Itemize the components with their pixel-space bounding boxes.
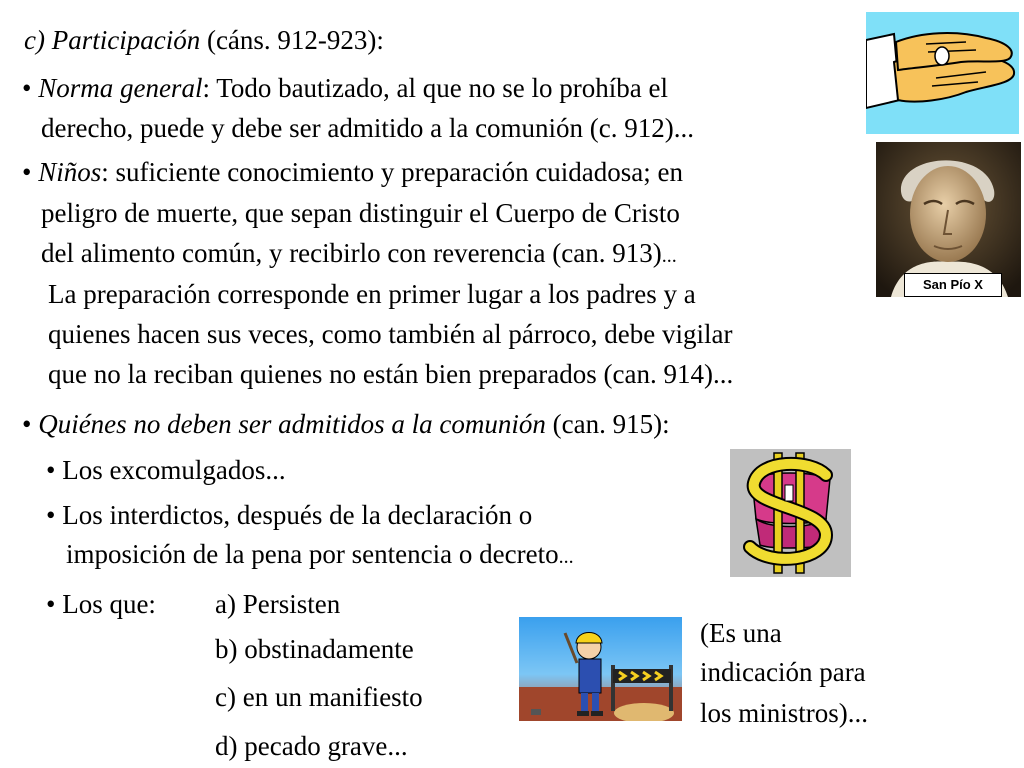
condition-b: b) obstinadamente [215, 634, 414, 664]
note-line3: los ministros)... [700, 698, 869, 728]
condition-d: d) pecado grave... [215, 731, 408, 761]
preparacion-line3: que no la reciban quienes no están bien preparados (can. 914)... [48, 359, 734, 389]
bullet-quienes: • Quiénes no deben ser admitidos a la comunión (can. 915): [22, 409, 670, 439]
note-line1: (Es una [700, 618, 782, 648]
interdictos-line2: imposición de la pena por sentencia o decreto... [66, 539, 574, 569]
norma-line2: derecho, puede y debe ser admitido a la comunión (c. 912)... [41, 113, 695, 143]
sub-bullet-interdictos: • Los interdictos, después de la declaración o [46, 500, 533, 530]
ninos-line2: peligro de muerte, que sepan distinguir el Cuerpo de Cristo [41, 198, 680, 228]
condition-c: c) en un manifiesto [215, 682, 423, 712]
portrait-san-pio-x [876, 142, 1021, 297]
preparacion-line1: La preparación corresponde en primer lugar a los padres y a [48, 279, 696, 309]
sub-bullet-los-que: • Los que: [46, 589, 156, 619]
ninos-line3: del alimento común, y recibirlo con reverencia (can. 913)... [41, 238, 677, 268]
portrait-caption: San Pío X [904, 273, 1002, 297]
note-line2: indicación para [700, 657, 866, 687]
bullet-norma: • Norma general: Todo bautizado, al que no se lo prohíba el [22, 73, 668, 103]
condition-a: a) Persisten [215, 589, 341, 619]
money-sign-icon [730, 449, 851, 577]
bullet-ninos: • Niños: suficiente conocimiento y preparación cuidadosa; en [22, 157, 684, 187]
sub-bullet-excomulgados: • Los excomulgados... [46, 455, 286, 485]
preparacion-line2: quienes hacen sus veces, como también al párroco, debe vigilar [48, 319, 733, 349]
hands-host-icon [866, 12, 1019, 134]
section-heading: c) Participación (cáns. 912-923): [24, 25, 384, 55]
construction-worker-icon [519, 617, 682, 721]
